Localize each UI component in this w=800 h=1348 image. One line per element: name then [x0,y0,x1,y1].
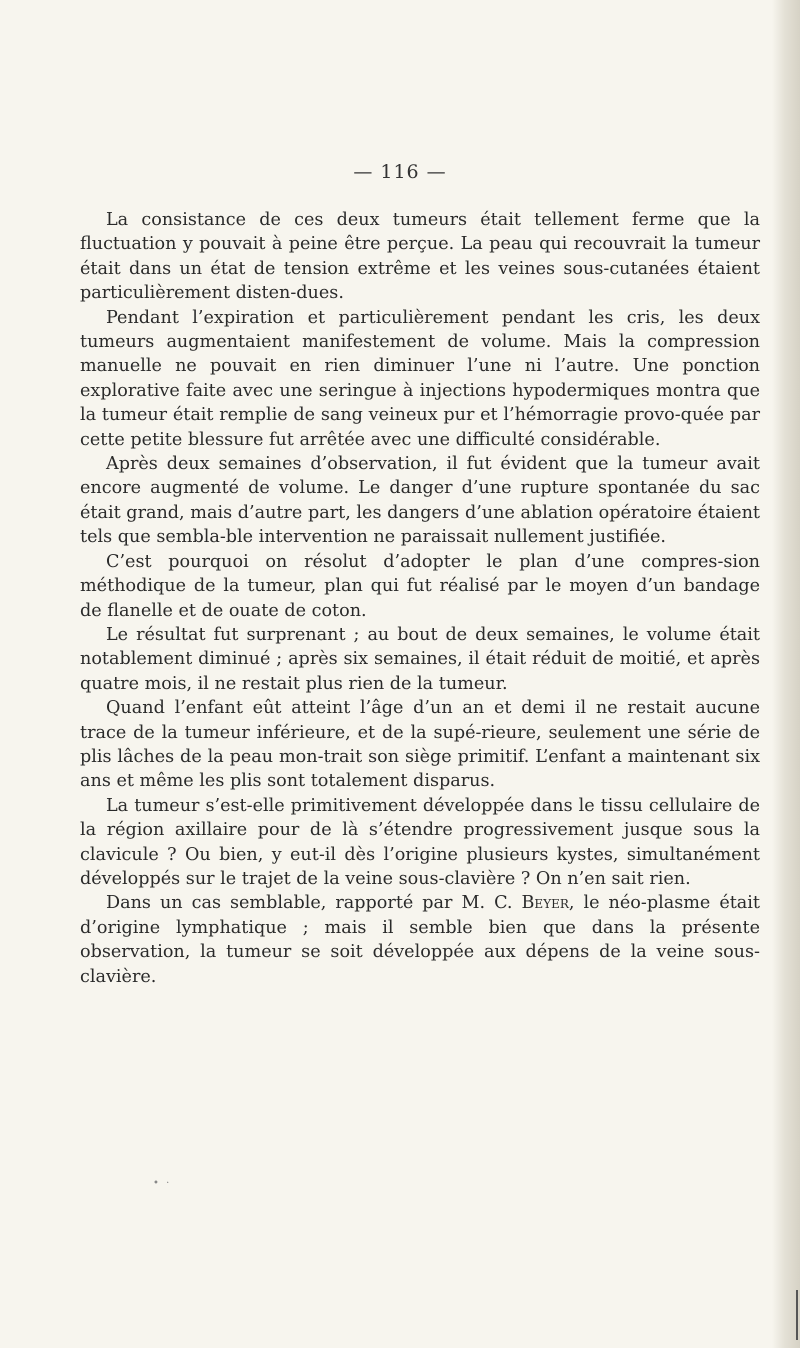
body-text [80,208,760,989]
paragraph-1: La consistance de ces deux tumeurs était tellement ferme que la fluctuation y pouvait à peine être perçue. La peau qui recouvrait la tumeur était dans un état de tension extrême et les veines sous-cutanées étaient particulièrement disten-dues. [80,210,760,304]
paragraph-8-end: , le néo-plasme était d’origine lymphatique ; mais il semble bien que dans la présente observation, la tumeur se soit développée aux dépens de la veine sous-clavière. [80,893,760,987]
author-name: Beyer [521,893,569,914]
paragraph-2: Pendant l’expiration et particulièrement pendant les cris, les deux tumeurs augmentaient manifestement de volume. Mais la compression manuelle ne pouvait en rien diminuer l’une ni l’autre. Une ponction explorative faite avec une seringue à injections hypodermiques montra que la tumeur était remplie de sang veineux pur et l’hémorragie provo-quée par cette petite blessure fut arrêtée avec une difficulté considérable. [80,307,760,450]
paragraph-8-start: Dans un cas semblable, rapporté par M. C. [106,893,522,914]
ink-speck: • · [153,1178,172,1189]
page-number: — 116 — [353,161,447,183]
paragraph-5: Le résultat fut surprenant ; au bout de deux semaines, le volume était notablement diminué ; après six semaines, il était réduit de moitié, et après quatre mois, il ne restait plus rien de la tumeur. [80,624,760,694]
paragraph-7: La tumeur s’est-elle primitivement développée dans le tissu cellulaire de la région axillaire pour de là s’étendre progressivement jusque sous la clavicule ? Ou bien, y eut-il dès l’origine plusieurs kystes, simultanément développés sur le trajet de la veine sous-clavière ? On n’en sait rien. [80,795,760,889]
page-edge-line [796,1290,798,1340]
page-edge-shadow [772,0,800,1348]
paragraph-6: Quand l’enfant eût atteint l’âge d’un an et demi il ne restait aucune trace de la tumeur inférieure, et de la supé-rieure, seulement une série de plis lâches de la peau mon-trait son siège primitif. L’enfant a maintenant six ans et même les plis sont totalement disparus. [80,698,760,792]
paragraph-4: C’est pourquoi on résolut d’adopter le plan d’une compres-sion méthodique de la tumeur, plan qui fut réalisé par le moyen d’un bandage de flanelle et de ouate de coton. [80,551,760,621]
paragraph-8 [80,891,760,989]
paragraph-3: Après deux semaines d’observation, il fut évident que la tumeur avait encore augmenté de volume. Le danger d’une rupture spontanée du sac était grand, mais d’autre part, les dangers d’une ablation opératoire étaient tels que sembla-ble intervention ne paraissait nullement justifiée. [80,454,760,548]
